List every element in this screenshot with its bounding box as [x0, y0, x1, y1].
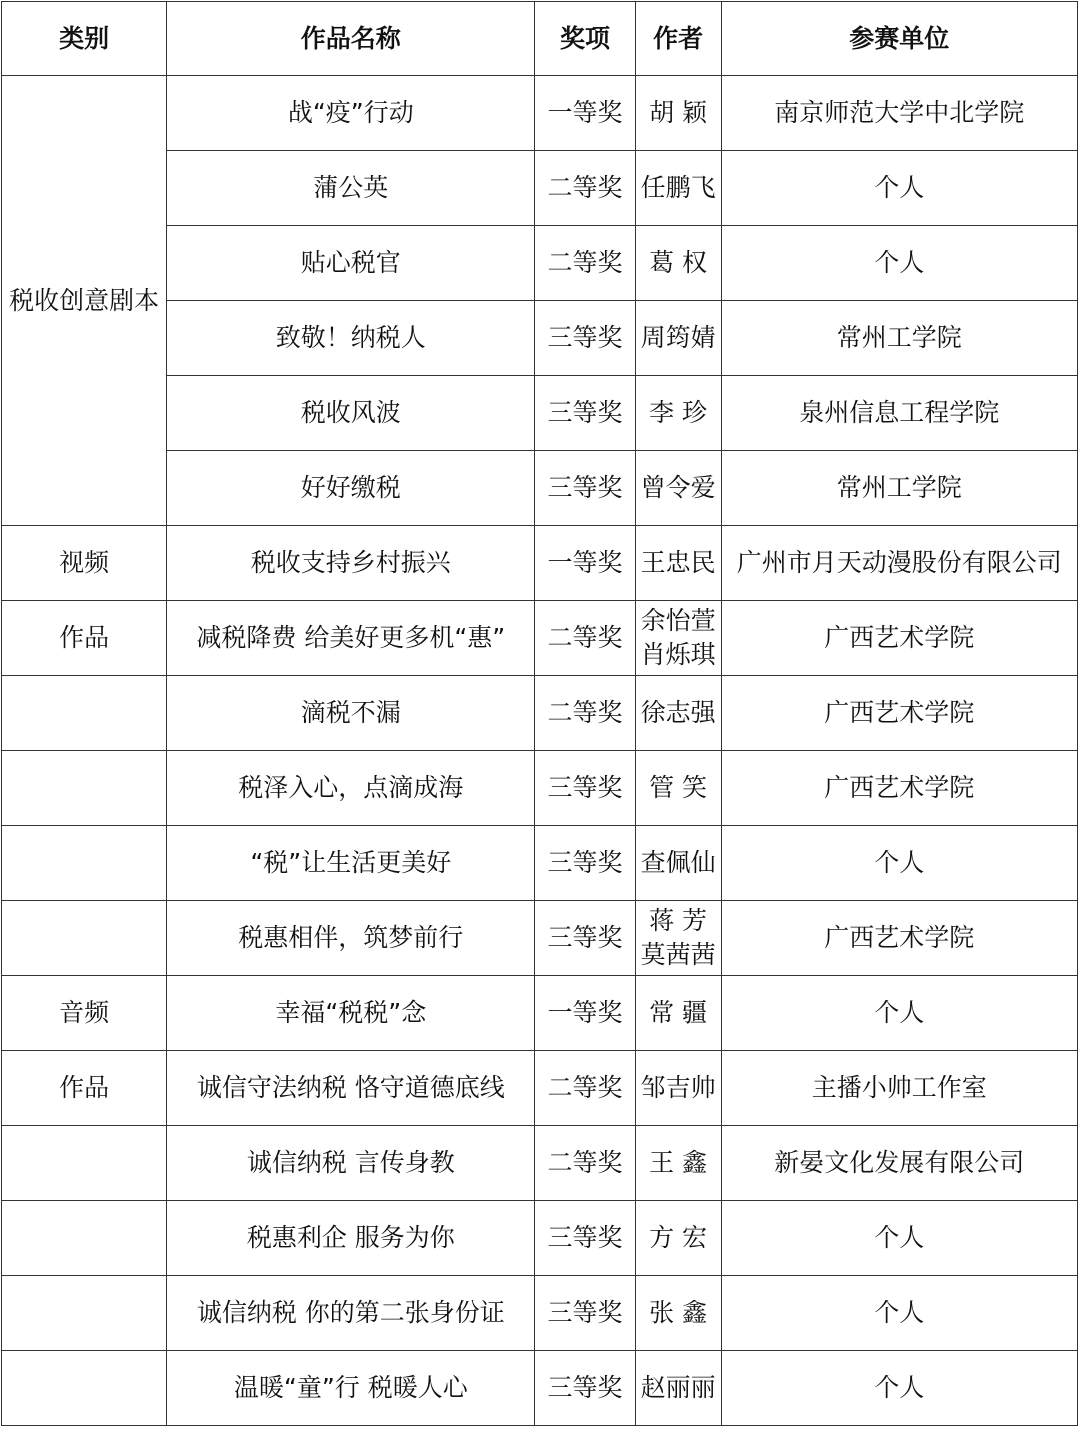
work-name-cell: 好好缴税	[167, 451, 535, 526]
author-cell	[635, 601, 721, 676]
category-cell	[2, 1126, 167, 1201]
author-cell	[635, 901, 721, 976]
table-row	[2, 676, 1078, 751]
author-cell	[635, 1351, 721, 1426]
table-row	[2, 976, 1078, 1051]
work-name-cell: 诚信守法纳税 恪守道德底线	[167, 1051, 535, 1126]
author-cell	[635, 1126, 721, 1201]
work-name-cell: “税”让生活更美好	[167, 826, 535, 901]
work-name-cell: 幸福“税税”念	[167, 976, 535, 1051]
award-cell: 二等奖	[535, 1126, 635, 1201]
author-name: 蒋 芳	[649, 906, 708, 935]
author-name: 管 笑	[649, 773, 708, 802]
work-name-cell: 蒲公英	[167, 151, 535, 226]
award-cell: 二等奖	[535, 1051, 635, 1126]
award-cell: 二等奖	[535, 151, 635, 226]
author-cell	[635, 976, 721, 1051]
award-cell: 三等奖	[535, 1351, 635, 1426]
work-name-cell: 诚信纳税 你的第二张身份证	[167, 1276, 535, 1351]
award-cell: 二等奖	[535, 601, 635, 676]
author-cell	[635, 151, 721, 226]
author-name: 曾令爱	[640, 473, 716, 502]
unit-cell: 常州工学院	[721, 301, 1077, 376]
unit-cell: 个人	[721, 826, 1077, 901]
author-cell	[635, 751, 721, 826]
work-name-cell: 税惠利企 服务为你	[167, 1201, 535, 1276]
header-name: 作品名称	[167, 2, 535, 76]
category-cell	[2, 1201, 167, 1276]
work-name-cell: 温暖“童”行 税暖人心	[167, 1351, 535, 1426]
unit-cell: 个人	[721, 1201, 1077, 1276]
table-row	[2, 1201, 1078, 1276]
unit-cell: 泉州信息工程学院	[721, 376, 1077, 451]
category-cell	[2, 1276, 167, 1351]
author-name: 常 疆	[649, 998, 708, 1027]
category-cell: 作品	[2, 1051, 167, 1126]
author-cell	[635, 376, 721, 451]
award-cell: 一等奖	[535, 976, 635, 1051]
author-name: 周筠婧	[640, 323, 716, 352]
award-cell: 一等奖	[535, 526, 635, 601]
header-author: 作者	[635, 2, 721, 76]
author-name: 葛 权	[649, 248, 708, 277]
category-cell: 视频	[2, 526, 167, 601]
author-name: 李 珍	[649, 398, 708, 427]
unit-cell: 常州工学院	[721, 451, 1077, 526]
author-name: 王 鑫	[649, 1148, 708, 1177]
header-unit: 参赛单位	[721, 2, 1077, 76]
work-name-cell: 致敬！纳税人	[167, 301, 535, 376]
table-row	[2, 526, 1078, 601]
table-header	[2, 2, 1078, 76]
unit-cell: 个人	[721, 1276, 1077, 1351]
header-category: 类别	[2, 2, 167, 76]
author-cell	[635, 1051, 721, 1126]
author-cell	[635, 76, 721, 151]
author-name: 余怡萱	[640, 606, 716, 635]
category-cell	[2, 826, 167, 901]
award-cell: 三等奖	[535, 376, 635, 451]
author-name: 王忠民	[640, 548, 716, 577]
author-name: 徐志强	[640, 698, 716, 727]
author-cell	[635, 301, 721, 376]
work-name-cell: 税收风波	[167, 376, 535, 451]
category-cell	[2, 1351, 167, 1426]
unit-cell: 广州市月天动漫股份有限公司	[721, 526, 1077, 601]
category-cell	[2, 676, 167, 751]
work-name-cell: 税惠相伴，筑梦前行	[167, 901, 535, 976]
unit-cell: 广西艺术学院	[721, 676, 1077, 751]
unit-cell: 个人	[721, 976, 1077, 1051]
award-cell: 三等奖	[535, 301, 635, 376]
award-cell: 二等奖	[535, 226, 635, 301]
unit-cell: 主播小帅工作室	[721, 1051, 1077, 1126]
work-name-cell: 战“疫”行动	[167, 76, 535, 151]
unit-cell: 个人	[721, 1351, 1077, 1426]
unit-cell: 南京师范大学中北学院	[721, 76, 1077, 151]
award-cell: 三等奖	[535, 751, 635, 826]
unit-cell: 广西艺术学院	[721, 901, 1077, 976]
author-cell	[635, 451, 721, 526]
author-cell	[635, 1276, 721, 1351]
author-name: 胡 颖	[649, 98, 708, 127]
header-award: 奖项	[535, 2, 635, 76]
unit-cell: 个人	[721, 226, 1077, 301]
work-name-cell: 贴心税官	[167, 226, 535, 301]
table-row	[2, 1351, 1078, 1426]
awards-table	[1, 1, 1078, 1426]
table-row	[2, 1276, 1078, 1351]
table-row	[2, 76, 1078, 151]
award-cell: 一等奖	[535, 76, 635, 151]
table-row	[2, 1051, 1078, 1126]
category-cell: 音频	[2, 976, 167, 1051]
author-cell	[635, 1201, 721, 1276]
unit-cell: 广西艺术学院	[721, 601, 1077, 676]
table-body	[2, 76, 1078, 1426]
award-cell: 三等奖	[535, 826, 635, 901]
author-name: 肖烁琪	[640, 640, 716, 669]
award-cell: 三等奖	[535, 451, 635, 526]
author-name: 方 宏	[649, 1223, 708, 1252]
table-row	[2, 826, 1078, 901]
award-cell: 二等奖	[535, 676, 635, 751]
work-name-cell: 税泽入心，点滴成海	[167, 751, 535, 826]
unit-cell: 广西艺术学院	[721, 751, 1077, 826]
author-name: 邹吉帅	[640, 1073, 716, 1102]
work-name-cell: 减税降费 给美好更多机“惠”	[167, 601, 535, 676]
award-cell: 三等奖	[535, 901, 635, 976]
author-name: 莫茜茜	[640, 940, 716, 969]
author-name: 任鹏飞	[640, 173, 716, 202]
unit-cell: 个人	[721, 151, 1077, 226]
author-cell	[635, 226, 721, 301]
header-row	[2, 2, 1078, 76]
author-name: 赵丽丽	[640, 1373, 716, 1402]
author-name: 张 鑫	[649, 1298, 708, 1327]
table-row	[2, 1126, 1078, 1201]
category-cell: 作品	[2, 601, 167, 676]
author-cell	[635, 826, 721, 901]
table-row	[2, 601, 1078, 676]
work-name-cell: 税收支持乡村振兴	[167, 526, 535, 601]
work-name-cell: 滴税不漏	[167, 676, 535, 751]
work-name-cell: 诚信纳税 言传身教	[167, 1126, 535, 1201]
table-row	[2, 751, 1078, 826]
category-cell	[2, 751, 167, 826]
category-cell	[2, 901, 167, 976]
author-cell	[635, 526, 721, 601]
award-cell: 三等奖	[535, 1201, 635, 1276]
author-cell	[635, 676, 721, 751]
author-name: 查佩仙	[640, 848, 716, 877]
category-cell: 税收创意剧本	[2, 76, 167, 526]
unit-cell: 新晏文化发展有限公司	[721, 1126, 1077, 1201]
table-row	[2, 901, 1078, 976]
award-cell: 三等奖	[535, 1276, 635, 1351]
